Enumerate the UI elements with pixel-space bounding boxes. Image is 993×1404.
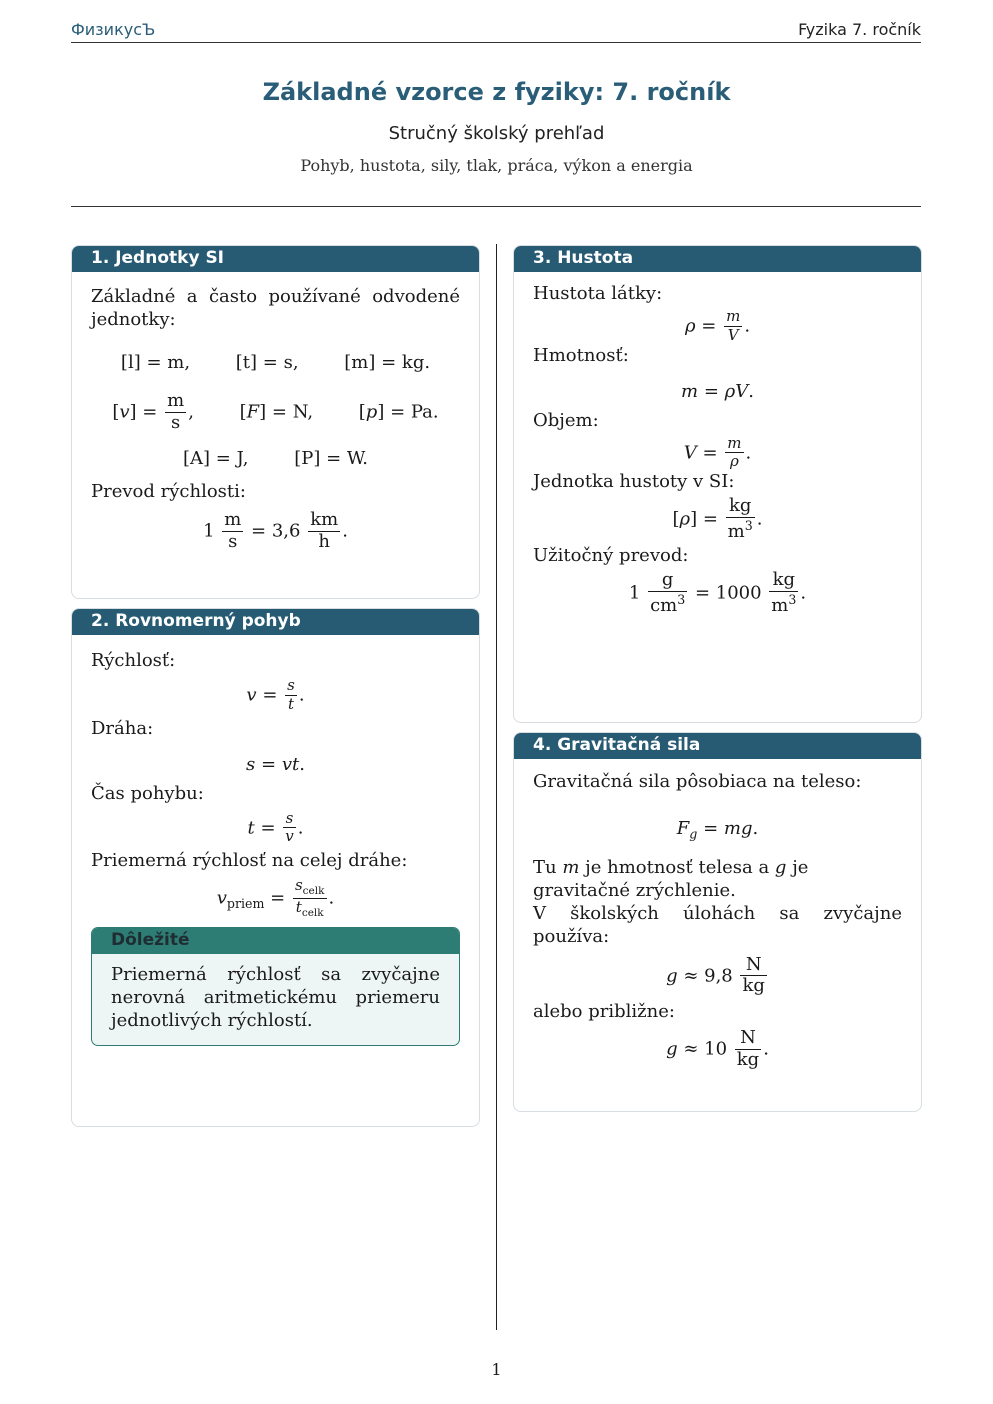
- section-gravity: [513, 732, 922, 1112]
- title-divider: [71, 206, 921, 207]
- section-density-heading: 3. Hustota: [514, 246, 921, 272]
- page-title: Základné vzorce z fyziky: 7. ročník: [262, 78, 731, 106]
- speed-label: Rýchlosť:: [91, 650, 176, 671]
- important-note-title: Dôležité: [92, 928, 459, 954]
- section-units: [71, 245, 480, 599]
- speed-formula: v = $\frac{s}{t}$ .: [246, 676, 305, 713]
- gravity-value-formula: g ≈ 9,8 $\frac{N}{kg}$: [666, 953, 765, 997]
- gravity-approx-label: alebo približne:: [533, 1001, 675, 1023]
- section-motion: [71, 608, 480, 1127]
- average-speed-formula: $v_{priem}$ = $\frac{s_{celk}}{t_{celk}}$ .: [216, 876, 335, 920]
- units-conversion-label: Prevod rýchlosti:: [91, 480, 246, 502]
- important-note-text: Priemerná rýchlosť sa zvyčajne nerovná aritmetickému priemeru jednotlivých rýchlostí.: [111, 964, 440, 1032]
- mass-label: Hmotnosť:: [533, 344, 629, 366]
- unit-work: [A] = J,: [183, 447, 249, 469]
- density-unit-formula: [ρ] = $\frac{kg}{m^3}$ .: [672, 495, 763, 542]
- time-label: Čas pohybu:: [91, 782, 204, 804]
- average-speed-label: Priemerná rýchlosť na celej dráhe:: [91, 850, 408, 871]
- mass-formula: m = ρV.: [681, 380, 754, 402]
- unit-length: [l] = m,: [120, 352, 191, 373]
- speed-conversion-formula: 1 $\frac{m}{s}$ = 3,6 $\frac{km}{h}$ .: [203, 508, 348, 552]
- density-formula: ρ = $\frac{m}{V}$ .: [684, 307, 751, 344]
- units-row-3: [91, 447, 460, 470]
- gravity-formula: $F_g$ = mg.: [676, 818, 759, 842]
- column-divider: [496, 244, 497, 1330]
- gravity-approx-formula: g ≈ 10 $\frac{N}{kg}$ .: [666, 1027, 769, 1071]
- time-formula: t = $\frac{s}{v}$ .: [247, 808, 304, 846]
- density-conversion-label: Užitočný prevod:: [533, 544, 689, 566]
- important-note: [91, 927, 460, 1046]
- header-divider: [71, 42, 921, 43]
- units-row-1: [91, 351, 460, 374]
- header-brand: ФизикусЪ: [71, 20, 156, 39]
- density-unit-label: Jednotka hustoty v SI:: [533, 471, 735, 492]
- section-density: [513, 245, 922, 723]
- header-course: Fyzika 7. ročník: [798, 20, 921, 39]
- units-intro: Základné a často používané odvodené jednotky:: [91, 286, 460, 330]
- gravity-school-text: V školských úlohách sa zvyčajne používa:: [533, 902, 902, 947]
- unit-mass: [m] = kg.: [344, 352, 431, 373]
- volume-formula: V = $\frac{m}{\rho}$ .: [683, 433, 752, 471]
- density-label: Hustota látky:: [533, 283, 663, 304]
- page-subtitle: Stručný školský prehľad: [388, 123, 605, 144]
- gravity-explanation: Tu m je hmotnosť telesa a g je gravitačné zrýchlenie.: [533, 856, 809, 901]
- unit-power: [P] = W.: [294, 447, 368, 469]
- section-units-heading: 1. Jednotky SI: [72, 246, 479, 272]
- distance-label: Dráha:: [91, 717, 154, 739]
- units-row-2: [v] = $\frac{m}{s}$ , [F] = N, [p] = Pa.: [112, 390, 439, 433]
- volume-label: Objem:: [533, 409, 599, 431]
- unit-time: [t] = s,: [235, 352, 299, 373]
- density-conversion-formula: 1 $\frac{g}{cm^3}$ = 1000 $\frac{kg}{m^3}$ .: [628, 568, 807, 616]
- distance-formula: s = vt.: [246, 753, 305, 775]
- page-topics: Pohyb, hustota, sily, tlak, práca, výkon a energia: [300, 156, 693, 175]
- section-gravity-heading: 4. Gravitačná sila: [514, 733, 921, 759]
- gravity-intro: Gravitačná sila pôsobiaca na teleso:: [533, 771, 862, 792]
- section-motion-heading: 2. Rovnomerný pohyb: [72, 609, 479, 635]
- page-number: 1: [491, 1360, 502, 1379]
